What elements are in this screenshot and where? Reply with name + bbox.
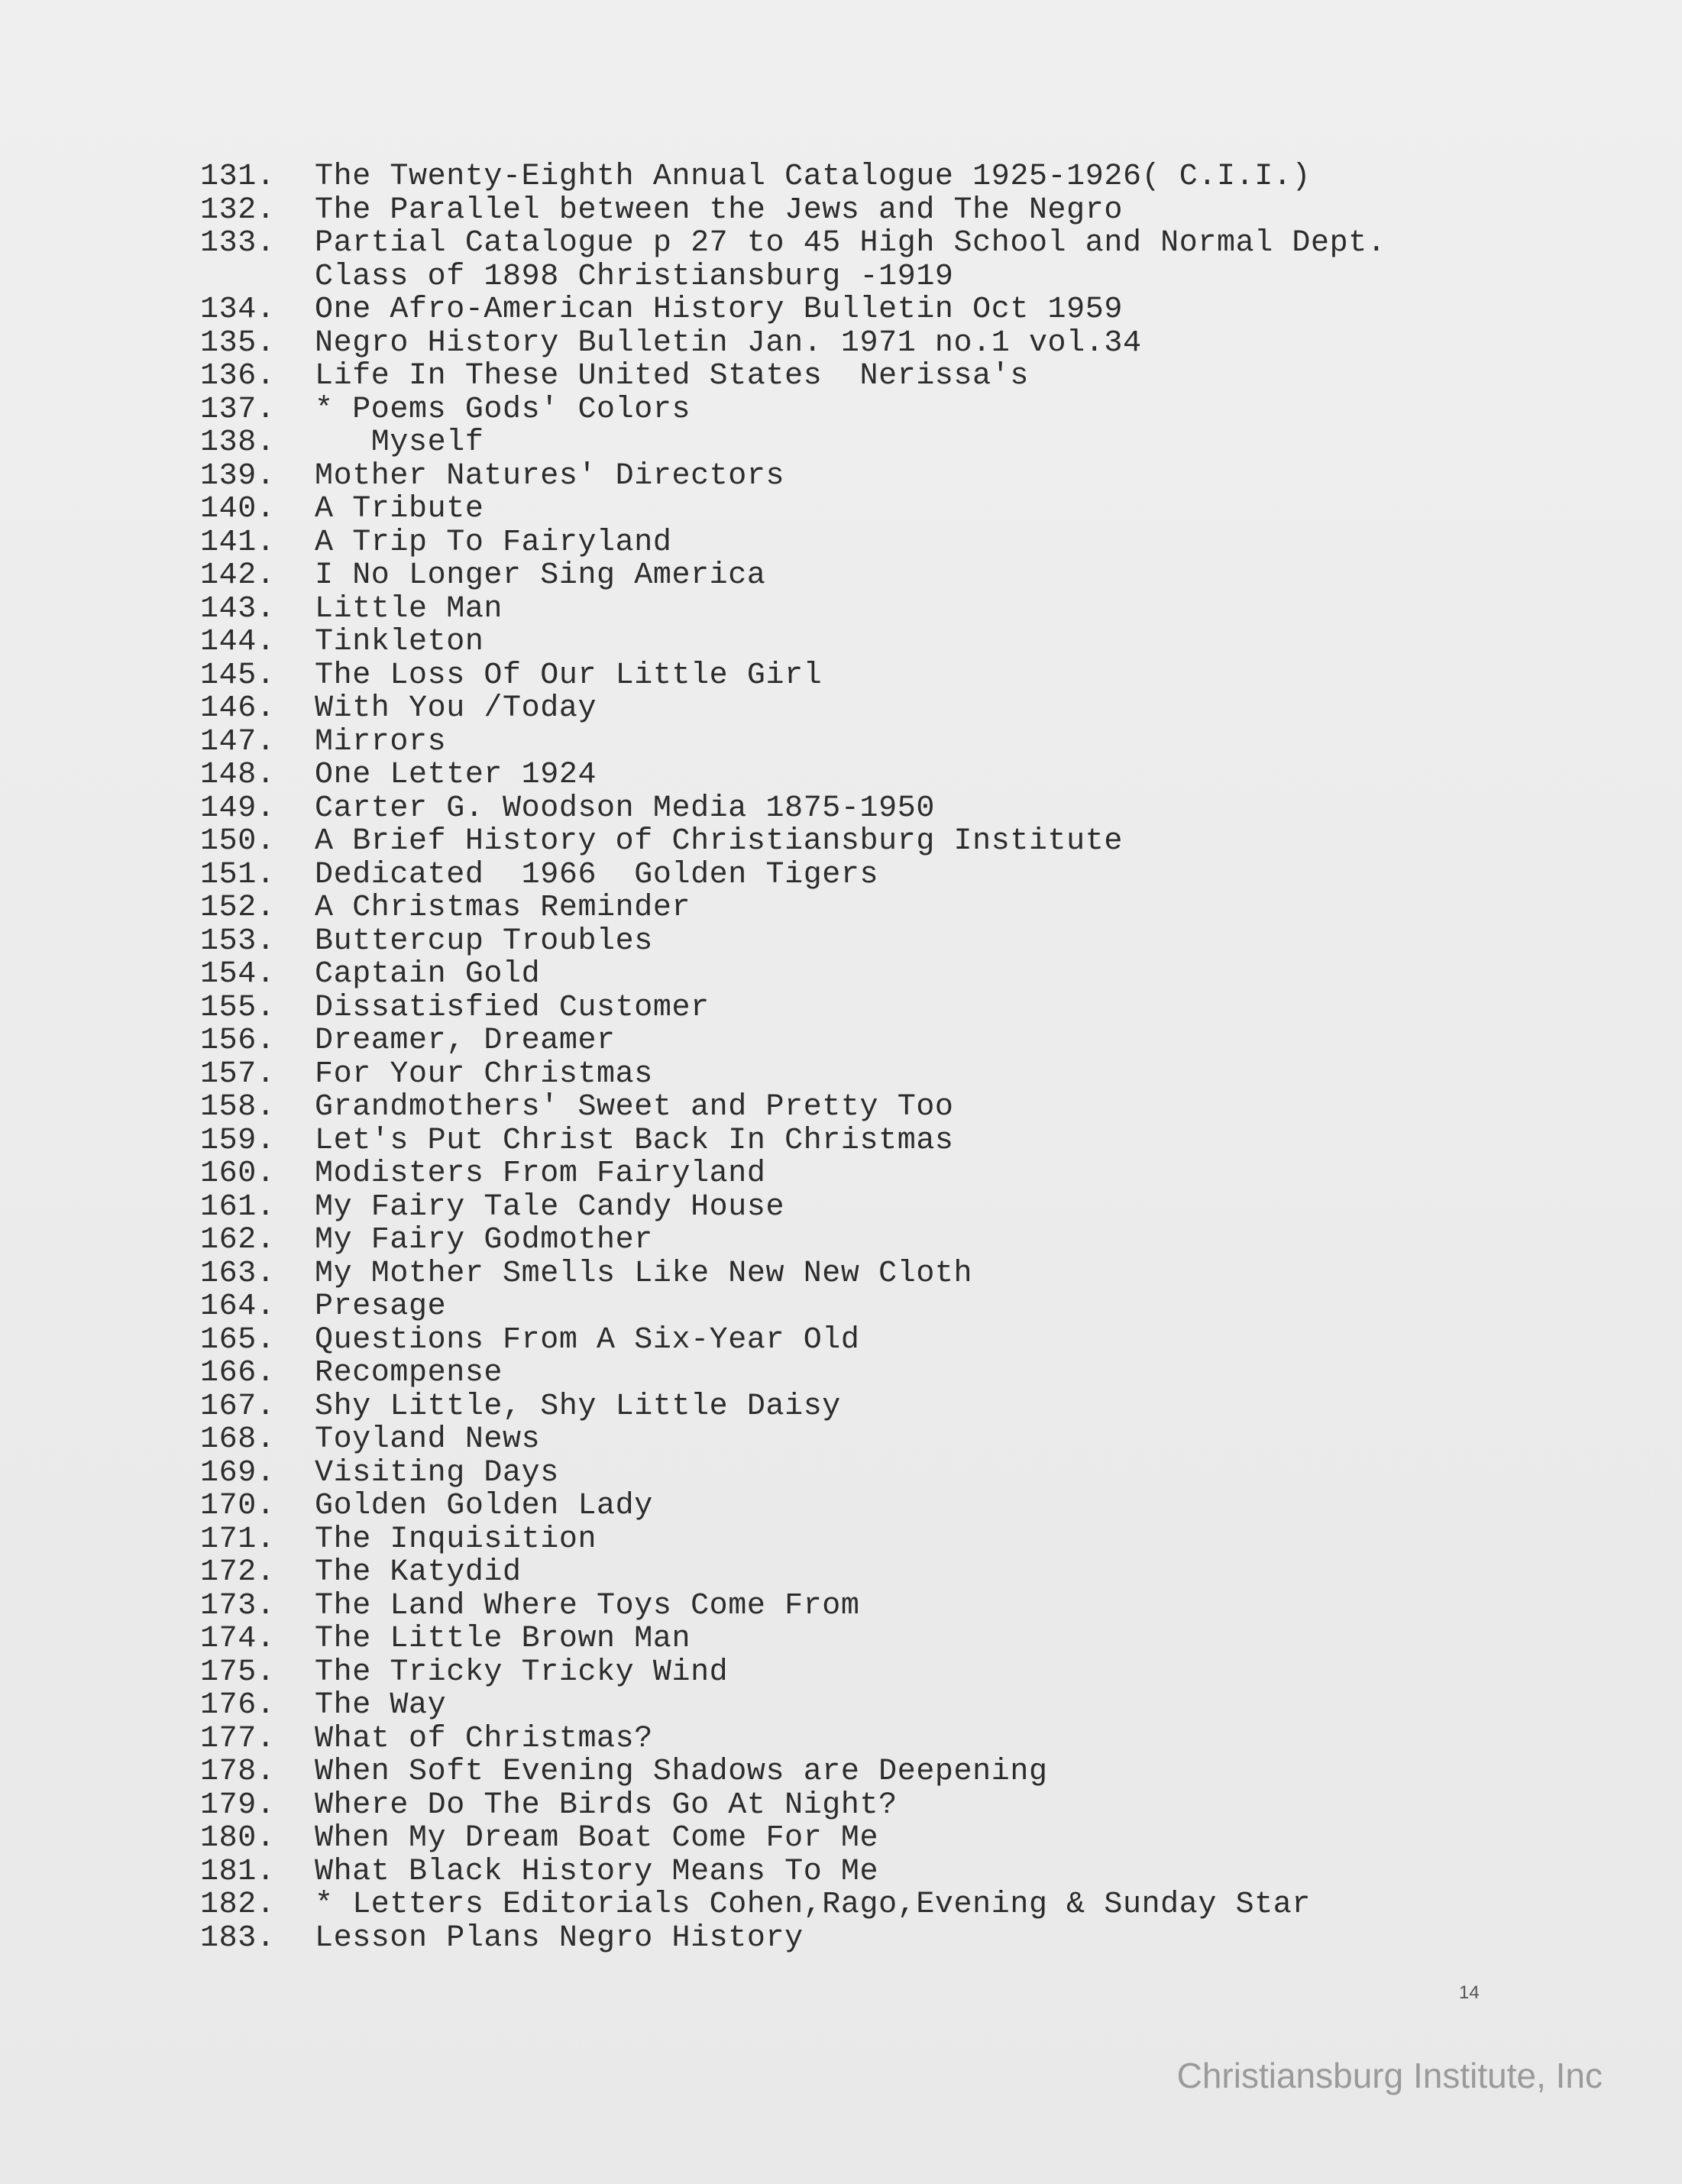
list-item [200, 260, 1386, 294]
entry-title: Myself [315, 425, 484, 460]
list-item [200, 559, 1386, 593]
entry-number: 168. [200, 1422, 276, 1457]
list-item [200, 426, 1386, 460]
entry-number: 150. [200, 824, 276, 859]
entry-list [200, 160, 1386, 1955]
entry-title: Negro History Bulletin Jan. 1971 no.1 vol.34 [315, 325, 1142, 361]
entry-number: 160. [200, 1157, 276, 1191]
entry-number: 141. [200, 525, 276, 560]
entry-number: 164. [200, 1289, 276, 1324]
list-item [200, 1224, 1386, 1257]
entry-number: 165. [200, 1322, 276, 1357]
entry-number: 136. [200, 359, 276, 393]
list-item [200, 626, 1386, 659]
entry-title: Life In These United States Nerissa's [315, 359, 1029, 393]
entry-number: 137. [200, 392, 276, 427]
entry-title: A Brief History of Christiansburg Institute [315, 824, 1123, 859]
list-item [200, 460, 1386, 493]
entry-number: 161. [200, 1189, 276, 1225]
entry-number: 180. [200, 1821, 276, 1856]
entry-title: Captain Gold [315, 957, 541, 992]
entry-title: Little Man [315, 591, 503, 626]
entry-number: 135. [200, 325, 276, 361]
entry-title: Presage [315, 1289, 447, 1324]
entry-number: 145. [200, 658, 276, 693]
entry-number: 162. [200, 1223, 276, 1257]
list-item [200, 1257, 1386, 1291]
list-item [200, 1723, 1386, 1756]
list-item [200, 160, 1386, 194]
entry-number: 146. [200, 691, 276, 726]
list-item [200, 593, 1386, 626]
entry-title: Shy Little, Shy Little Daisy [315, 1389, 841, 1424]
entry-number: 182. [200, 1888, 276, 1922]
entry-title: I No Longer Sing America [315, 558, 766, 593]
entry-number: 173. [200, 1588, 276, 1623]
entry-number: 163. [200, 1256, 276, 1291]
list-item [200, 194, 1386, 228]
list-item [200, 327, 1386, 361]
entry-number: 172. [200, 1555, 276, 1590]
list-item [200, 726, 1386, 759]
list-item [200, 1290, 1386, 1324]
entry-number: 181. [200, 1854, 276, 1889]
list-item [200, 1024, 1386, 1058]
list-item [200, 1822, 1386, 1856]
entry-title: The Twenty-Eighth Annual Catalogue 1925-1926( C.I.I.) [315, 160, 1312, 194]
entry-number: 178. [200, 1755, 276, 1789]
entry-title: The Loss Of Our Little Girl [315, 658, 823, 693]
entry-title: The Katydid [315, 1555, 522, 1590]
list-item [200, 1856, 1386, 1889]
list-item [200, 825, 1386, 859]
entry-title: What of Christmas? [315, 1721, 653, 1756]
list-item [200, 360, 1386, 393]
entry-number: 155. [200, 990, 276, 1025]
entry-number: 158. [200, 1090, 276, 1124]
entry-title: The Way [315, 1688, 447, 1723]
entry-number: 134. [200, 293, 276, 327]
entry-title: Dreamer, Dreamer [315, 1024, 616, 1058]
list-item [200, 992, 1386, 1025]
page-number-mark: 14 [1459, 1982, 1480, 2003]
entry-title: Buttercup Troubles [315, 924, 653, 959]
entry-title: The Land Where Toys Come From [315, 1588, 860, 1623]
entry-title: Tinkleton [315, 625, 484, 659]
entry-title: Visiting Days [315, 1455, 559, 1490]
entry-number: 138. [200, 425, 276, 460]
entry-title: With You /Today [315, 691, 597, 726]
entry-title: When My Dream Boat Come For Me [315, 1821, 879, 1856]
list-item [200, 759, 1386, 792]
entry-number: 152. [200, 891, 276, 925]
entry-title: Partial Catalogue p 27 to 45 High School and Normal Dept. [315, 226, 1386, 260]
entry-number: 171. [200, 1522, 276, 1557]
entry-title: Toyland News [315, 1422, 541, 1457]
list-item [200, 227, 1386, 260]
list-item [200, 1656, 1386, 1690]
entry-number: 169. [200, 1455, 276, 1490]
entry-number: 170. [200, 1489, 276, 1523]
list-item [200, 692, 1386, 726]
entry-number: 140. [200, 492, 276, 526]
entry-number: 144. [200, 625, 276, 659]
entry-number: 177. [200, 1721, 276, 1756]
list-item [200, 925, 1386, 959]
entry-title: For Your Christmas [315, 1056, 653, 1092]
list-item [200, 1191, 1386, 1225]
entry-number: 133. [200, 226, 276, 260]
list-item [200, 1157, 1386, 1191]
entry-number: 166. [200, 1356, 276, 1390]
entry-number: 179. [200, 1788, 276, 1823]
entry-title: When Soft Evening Shadows are Deepening [315, 1755, 1048, 1789]
list-item [200, 1556, 1386, 1590]
entry-title: Let's Put Christ Back In Christmas [315, 1123, 954, 1158]
entry-title: Questions From A Six-Year Old [315, 1322, 860, 1357]
list-item [200, 1689, 1386, 1723]
list-item [200, 1755, 1386, 1789]
entry-title: Golden Golden Lady [315, 1489, 653, 1523]
entry-title: Class of 1898 Christiansburg -1919 [315, 259, 954, 294]
entry-title: A Tribute [315, 492, 484, 526]
entry-title: The Parallel between the Jews and The Negro [315, 193, 1123, 228]
list-item [200, 1922, 1386, 1956]
entry-title: Dissatisfied Customer [315, 990, 710, 1025]
entry-title: Lesson Plans Negro History [315, 1920, 804, 1956]
list-item [200, 1888, 1386, 1922]
entry-number: 139. [200, 458, 276, 493]
list-item [200, 1324, 1386, 1357]
entry-number: 131. [200, 160, 276, 194]
entry-title: My Fairy Tale Candy House [315, 1189, 785, 1225]
entry-number: 174. [200, 1622, 276, 1656]
entry-number: 147. [200, 724, 276, 759]
entry-title: A Trip To Fairyland [315, 525, 672, 560]
entry-title: Carter G. Woodson Media 1875-1950 [315, 791, 935, 826]
entry-title: The Inquisition [315, 1522, 597, 1557]
entry-title: Modisters From Fairyland [315, 1157, 766, 1191]
entry-number: 157. [200, 1056, 276, 1092]
entry-number: 176. [200, 1688, 276, 1723]
entry-title: Recompense [315, 1356, 503, 1390]
entry-number: 143. [200, 591, 276, 626]
entry-number: 159. [200, 1123, 276, 1158]
entry-title: What Black History Means To Me [315, 1854, 879, 1889]
entry-title: One Letter 1924 [315, 758, 597, 792]
entry-title: * Letters Editorials Cohen,Rago,Evening & Sunday Star [315, 1888, 1312, 1922]
list-item [200, 1523, 1386, 1557]
list-item [200, 659, 1386, 693]
entry-number: 132. [200, 193, 276, 228]
list-item [200, 958, 1386, 992]
entry-title: My Fairy Godmother [315, 1223, 653, 1257]
entry-number: 183. [200, 1920, 276, 1956]
list-item [200, 1789, 1386, 1823]
entry-title: One Afro-American History Bulletin Oct 1959 [315, 293, 1123, 327]
list-item [200, 1058, 1386, 1092]
entry-title: The Little Brown Man [315, 1622, 691, 1656]
list-item [200, 393, 1386, 427]
list-item [200, 526, 1386, 560]
entry-number: 149. [200, 791, 276, 826]
entry-title: The Tricky Tricky Wind [315, 1655, 729, 1690]
entry-title: Mirrors [315, 724, 447, 759]
list-item [200, 1490, 1386, 1523]
list-item [200, 1623, 1386, 1656]
entry-title: Grandmothers' Sweet and Pretty Too [315, 1090, 954, 1124]
entry-title: Where Do The Birds Go At Night? [315, 1788, 898, 1823]
entry-title: A Christmas Reminder [315, 891, 691, 925]
list-item [200, 891, 1386, 925]
entry-number: 153. [200, 924, 276, 959]
entry-number: 167. [200, 1389, 276, 1424]
entry-number: 156. [200, 1024, 276, 1058]
list-item [200, 493, 1386, 526]
list-item [200, 1390, 1386, 1424]
list-item [200, 1457, 1386, 1490]
list-item [200, 1091, 1386, 1124]
entry-number: 151. [200, 857, 276, 892]
watermark: Christiansburg Institute, Inc [1176, 2056, 1603, 2095]
list-item [200, 792, 1386, 826]
list-item [200, 293, 1386, 327]
entry-number: 142. [200, 558, 276, 593]
list-item [200, 1357, 1386, 1390]
list-item [200, 1590, 1386, 1623]
entry-number: 148. [200, 758, 276, 792]
entry-title: Mother Natures' Directors [315, 458, 785, 493]
list-item [200, 1423, 1386, 1457]
entry-number: 154. [200, 957, 276, 992]
entry-title: My Mother Smells Like New New Cloth [315, 1256, 973, 1291]
entry-title: * Poems Gods' Colors [315, 392, 691, 427]
list-item [200, 1124, 1386, 1158]
entry-number: 175. [200, 1655, 276, 1690]
list-item [200, 859, 1386, 892]
entry-title: Dedicated 1966 Golden Tigers [315, 857, 879, 892]
